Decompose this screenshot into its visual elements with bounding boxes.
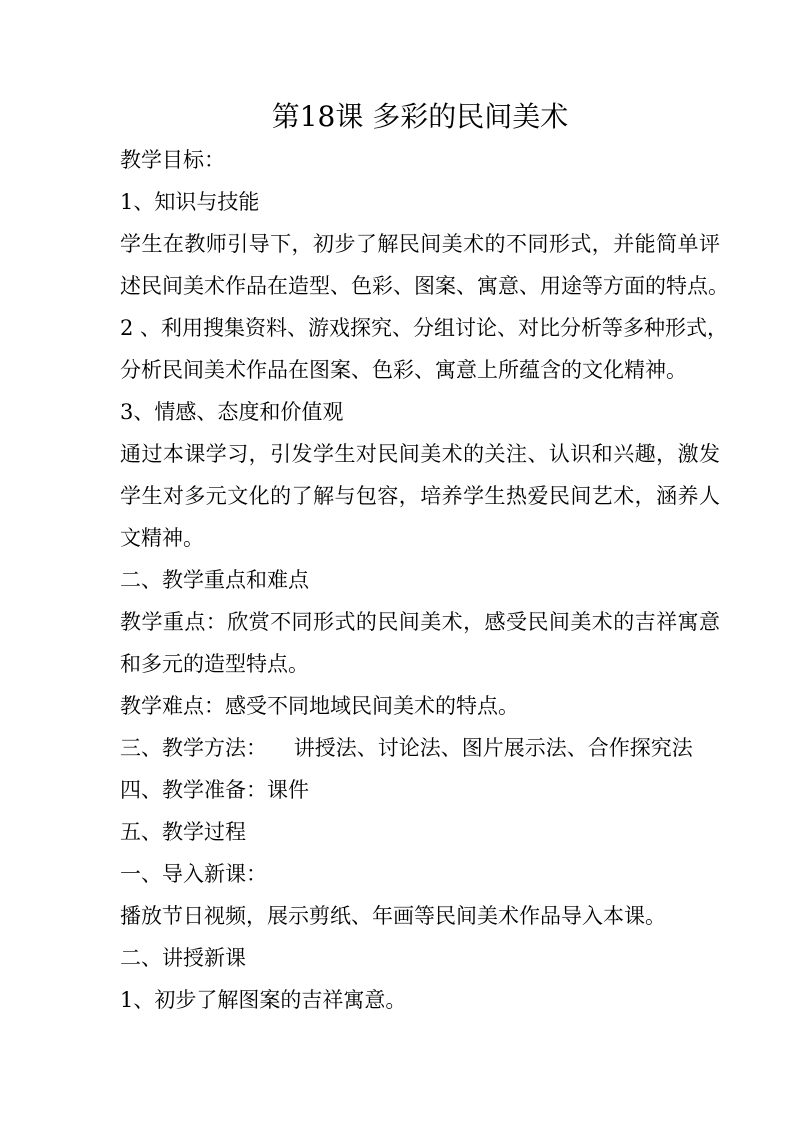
text-line-emotion-2: 学生对多元文化的了解与包容，培养学生热爱民间艺术，涵养人	[120, 484, 720, 508]
text-line-difficulty: 教学难点：感受不同地域民间美术的特点。	[120, 694, 519, 718]
text-line-key-points-heading: 二、教学重点和难点	[120, 568, 309, 592]
page-title: 第18课 多彩的民间美术	[271, 100, 569, 133]
text-line-process-1: 2 、利用搜集资料、游戏探究、分组讨论、对比分析等多种形式，	[120, 316, 729, 340]
text-line-preparation: 四、教学准备：课件	[120, 778, 309, 802]
text-line-knowledge-skills: 1、知识与技能	[120, 190, 260, 214]
text-line-knowledge-1: 学生在教师引导下，初步了解民间美术的不同形式，并能简单评	[120, 232, 720, 256]
text-line-emotion-1: 通过本课学习，引发学生对民间美术的关注、认识和兴趣，激发	[120, 442, 720, 466]
text-line-knowledge-2: 述民间美术作品在造型、色彩、图案、寓意、用途等方面的特点。	[120, 274, 729, 298]
text-line-process-2: 分析民间美术作品在图案、色彩、寓意上所蕴含的文化精神。	[120, 358, 687, 382]
text-line-objectives-heading: 教学目标：	[120, 148, 225, 172]
text-line-new-lesson-item: 1、初步了解图案的吉祥寓意。	[120, 988, 407, 1012]
text-line-intro-content: 播放节日视频，展示剪纸、年画等民间美术作品导入本课。	[120, 904, 666, 928]
text-line-emotion-3: 文精神。	[120, 526, 204, 550]
text-line-key-point-1: 教学重点：欣赏不同形式的民间美术，感受民间美术的吉祥寓意	[120, 610, 720, 634]
text-line-intro-heading: 一、导入新课：	[120, 862, 267, 886]
text-line-process-heading: 五、教学过程	[120, 820, 246, 844]
text-line-methods: 三、教学方法： 讲授法、讨论法、图片展示法、合作探究法	[120, 736, 693, 760]
text-line-key-point-2: 和多元的造型特点。	[120, 652, 309, 676]
text-line-emotion-heading: 3、情感、态度和价值观	[120, 400, 344, 424]
text-line-new-lesson-heading: 二、讲授新课	[120, 946, 246, 970]
